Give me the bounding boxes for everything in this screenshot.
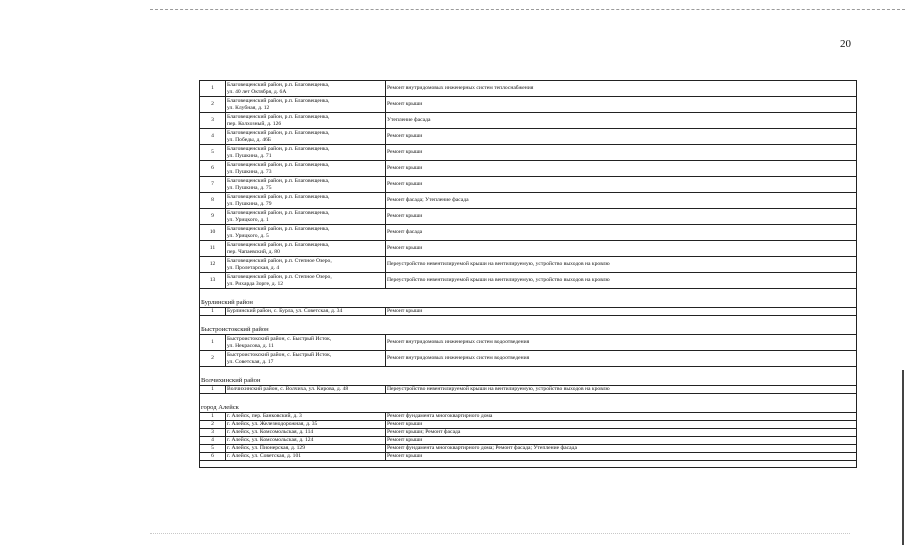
work-type-cell: Переустройство невентилируемой крыши на вентилируемую, устройство выходов на кровлю: [386, 273, 857, 289]
address-line-2: пер. Чапаевский, д. 80: [227, 248, 280, 255]
address-line-1: Благовещенский район, р.п. Благовещенка,: [227, 113, 330, 120]
address-cell: [226, 413, 386, 421]
table-row: [200, 97, 857, 113]
address-line-2: ул. Победы, д. 46Б: [227, 136, 272, 143]
address-cell: [226, 241, 386, 257]
row-number: 12: [200, 257, 226, 273]
row-number: 5: [200, 445, 226, 453]
work-type-cell: Ремонт внутридомовых инженерных систем водоотведения: [386, 335, 857, 351]
table-row: [200, 453, 857, 461]
address-line-1: Быстроистокский район, с. Быстрый Исток,: [227, 335, 332, 342]
section-title-row: [200, 404, 857, 413]
row-number: 1: [200, 413, 226, 421]
address-cell: [226, 308, 386, 316]
address-cell: [226, 386, 386, 394]
work-type-cell: Ремонт крыши: [386, 209, 857, 225]
work-type-cell: Ремонт крыши: [386, 129, 857, 145]
section-title: Быстроистокский район: [200, 326, 857, 335]
address-line-1: Благовещенский район, р.п. Благовещенка,: [227, 193, 330, 200]
address-line-1: Благовещенский район, р.п. Благовещенка,: [227, 177, 330, 184]
row-number: 5: [200, 145, 226, 161]
table-row: [200, 225, 857, 241]
address-line-2: ул. Пушкина, д. 73: [227, 168, 272, 175]
address-cell: [226, 257, 386, 273]
scan-edge-top: [150, 9, 905, 10]
address-line-1: Благовещенский район, р.п. Благовещенка,: [227, 97, 330, 104]
address-cell: [226, 209, 386, 225]
page-edge-right: [902, 370, 904, 545]
section-gap: [200, 289, 857, 300]
work-type-cell: Ремонт крыши: [386, 421, 857, 429]
address-line-1: г. Алейск, ул. Железнодорожная, д. 35: [227, 421, 318, 428]
address-line-2: ул. Рихарда Зорге, д. 12: [227, 280, 284, 287]
row-number: 1: [200, 308, 226, 316]
table-body: [200, 81, 857, 468]
address-line-1: Благовещенский район, р.п. Благовещенка,: [227, 225, 330, 232]
address-line-1: Благовещенский район, р.п. Благовещенка,: [227, 81, 330, 88]
address-line-2: ул. 40 лет Октября, д. 6А: [227, 88, 287, 95]
work-type-cell: Ремонт крыши: [386, 97, 857, 113]
work-type-cell: Ремонт крыши: [386, 177, 857, 193]
work-type-cell: Ремонт крыши: [386, 453, 857, 461]
table-row: [200, 273, 857, 289]
work-type-cell: Ремонт крыши: [386, 437, 857, 445]
address-line-2: ул. Клубная, д. 12: [227, 104, 270, 111]
address-line-1: Благовещенский район, р.п. Благовещенка,: [227, 145, 330, 152]
table-row: [200, 241, 857, 257]
table-row: [200, 145, 857, 161]
address-line-1: Благовещенский район, р.п. Степное Озеро,: [227, 257, 332, 264]
section-gap-cell: [200, 367, 857, 378]
table-row: [200, 413, 857, 421]
section-title-row: [200, 326, 857, 335]
table-row: [200, 421, 857, 429]
row-number: 6: [200, 453, 226, 461]
table-row: [200, 257, 857, 273]
address-line-1: г. Алейск, ул. Комсомольская, д. 124: [227, 437, 314, 444]
work-type-cell: Ремонт фундамента многоквартирного дома: [386, 413, 857, 421]
row-number: 7: [200, 177, 226, 193]
address-cell: [226, 453, 386, 461]
table-row: [200, 386, 857, 394]
row-number: 4: [200, 437, 226, 445]
section-title: Волчихинский район: [200, 377, 857, 386]
address-line-1: Быстроистокский район, с. Быстрый Исток,: [227, 351, 332, 358]
address-line-1: Благовещенский район, р.п. Благовещенка,: [227, 161, 330, 168]
row-number: 1: [200, 335, 226, 351]
work-type-cell: Ремонт фасада: [386, 225, 857, 241]
row-number: 13: [200, 273, 226, 289]
table-row: [200, 429, 857, 437]
table-row: [200, 437, 857, 445]
row-number: 1: [200, 81, 226, 97]
section-gap-cell: [200, 289, 857, 300]
address-line-2: ул. Пролетарская, д. 4: [227, 264, 280, 271]
address-cell: [226, 437, 386, 445]
row-number: 6: [200, 161, 226, 177]
section-title-row: [200, 377, 857, 386]
work-type-cell: Утепление фасада: [386, 113, 857, 129]
work-type-cell: Ремонт крыши: [386, 145, 857, 161]
address-cell: [226, 335, 386, 351]
row-number: 3: [200, 429, 226, 437]
table-row: [200, 445, 857, 453]
address-cell: [226, 421, 386, 429]
table-row: [200, 161, 857, 177]
work-type-cell: Переустройство невентилируемой крыши на вентилируемую, устройство выходов на кровлю: [386, 257, 857, 273]
section-gap-cell: [200, 394, 857, 405]
address-line-2: ул. Урицкого, д. 5: [227, 232, 269, 239]
repair-list-table: [199, 80, 857, 468]
section-title: Бурлинский район: [200, 299, 857, 308]
address-cell: [226, 145, 386, 161]
table-end-row: [200, 461, 857, 468]
work-type-cell: Ремонт крыши; Ремонт фасада: [386, 429, 857, 437]
table-end-cell: [200, 461, 857, 468]
table-row: [200, 308, 857, 316]
table-row: [200, 193, 857, 209]
address-line-2: ул. Пушкина, д. 71: [227, 152, 272, 159]
address-cell: [226, 225, 386, 241]
work-type-cell: Ремонт крыши: [386, 161, 857, 177]
address-line-2: ул. Некрасова, д. 11: [227, 342, 274, 349]
address-line-1: Волчихинский район, с. Волчиха, ул. Кирова, д. 48: [227, 386, 349, 393]
table-row: [200, 113, 857, 129]
row-number: 4: [200, 129, 226, 145]
address-line-1: г. Алейск, ул. Комсомольская, д. 114: [227, 429, 314, 436]
table-row: [200, 81, 857, 97]
work-type-cell: Ремонт крыши: [386, 308, 857, 316]
work-type-cell: Ремонт внутридомовых инженерных систем теплоснабжения: [386, 81, 857, 97]
address-cell: [226, 129, 386, 145]
address-cell: [226, 445, 386, 453]
row-number: 10: [200, 225, 226, 241]
section-gap: [200, 367, 857, 378]
work-type-cell: Ремонт внутридомовых инженерных систем водоотведения: [386, 351, 857, 367]
table-row: [200, 209, 857, 225]
address-cell: [226, 113, 386, 129]
address-cell: [226, 97, 386, 113]
address-line-1: Благовещенский район, р.п. Благовещенка,: [227, 209, 330, 216]
page-number: 20: [840, 38, 851, 50]
address-line-1: г. Алейск, пер. Банковский, д. 3: [227, 413, 302, 420]
address-line-1: Благовещенский район, р.п. Благовещенка,: [227, 129, 330, 136]
address-line-2: ул. Урицкого, д. 1: [227, 216, 269, 223]
address-cell: [226, 193, 386, 209]
work-type-cell: Ремонт фасада; Утепление фасада: [386, 193, 857, 209]
section-title: город Алейск: [200, 404, 857, 413]
section-gap-cell: [200, 316, 857, 327]
table-row: [200, 129, 857, 145]
address-line-2: ул. Советская, д. 17: [227, 358, 274, 365]
address-cell: [226, 161, 386, 177]
section-gap: [200, 316, 857, 327]
address-cell: [226, 351, 386, 367]
scan-edge-bottom: [150, 533, 850, 534]
address-line-1: г. Алейск, ул. Пионерская, д. 129: [227, 445, 306, 452]
section-gap: [200, 394, 857, 405]
address-line-1: Бурлинский район, с. Бурла, ул. Советская, д. 34: [227, 308, 343, 315]
row-number: 9: [200, 209, 226, 225]
address-line-1: Благовещенский район, р.п. Степное Озеро,: [227, 273, 332, 280]
address-line-2: пер. Колхозный, д. 126: [227, 120, 282, 127]
row-number: 2: [200, 97, 226, 113]
address-line-2: ул. Пушкина, д. 79: [227, 200, 272, 207]
row-number: 3: [200, 113, 226, 129]
table-row: [200, 351, 857, 367]
work-type-cell: Переустройство невентилируемой крыши на вентилируемую, устройство выходов на кровлю: [386, 386, 857, 394]
section-title-row: [200, 299, 857, 308]
address-cell: [226, 177, 386, 193]
row-number: 1: [200, 386, 226, 394]
row-number: 2: [200, 421, 226, 429]
address-line-1: Благовещенский район, р.п. Благовещенка,: [227, 241, 330, 248]
row-number: 8: [200, 193, 226, 209]
table-row: [200, 177, 857, 193]
address-cell: [226, 81, 386, 97]
work-type-cell: Ремонт фундамента многоквартирного дома; Ремонт фасада; Утепление фасада: [386, 445, 857, 453]
address-line-2: ул. Пушкина, д. 75: [227, 184, 272, 191]
row-number: 11: [200, 241, 226, 257]
table-row: [200, 335, 857, 351]
address-cell: [226, 273, 386, 289]
row-number: 2: [200, 351, 226, 367]
address-cell: [226, 429, 386, 437]
work-type-cell: Ремонт крыши: [386, 241, 857, 257]
address-line-1: г. Алейск, ул. Советская, д. 101: [227, 453, 302, 460]
